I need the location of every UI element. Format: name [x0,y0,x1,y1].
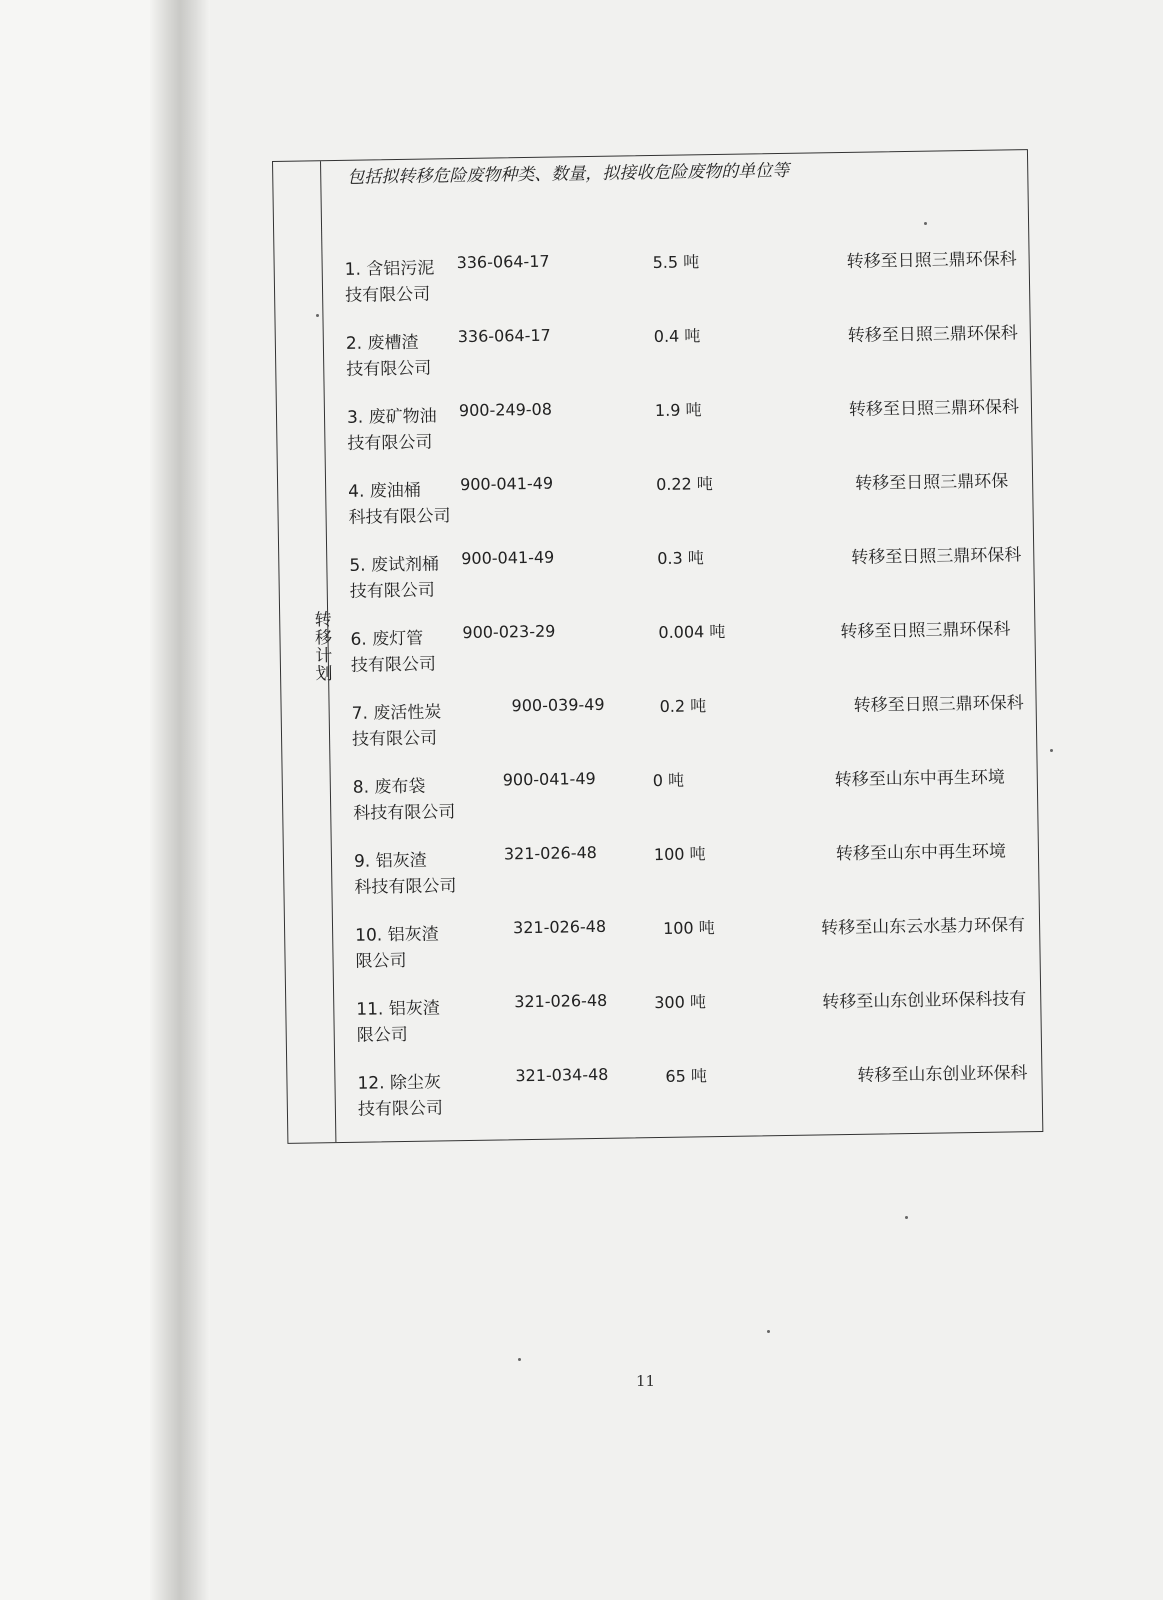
waste-name: 12. 除尘灰 [357,1072,442,1094]
destination: 转移至日照三鼎环保科 [846,249,1017,272]
list-item [351,688,1032,753]
page-number: 11 [636,1372,656,1390]
waste-quantity: 65 吨 [665,1066,708,1086]
destination-continued: 科技有限公司 [353,802,456,824]
waste-name: 4. 废油桶 [348,480,421,502]
waste-code: 900-041-49 [502,768,596,790]
destination-continued: 限公司 [355,950,407,972]
waste-quantity: 1.9 吨 [654,400,702,421]
destination-continued: 技有限公司 [344,284,431,306]
list-item [355,910,1036,975]
waste-name: 5. 废试剂桶 [349,554,440,576]
waste-name: 6. 废灯管 [350,628,424,650]
destination: 转移至山东中再生环境 [835,841,1007,865]
waste-name: 3. 废矿物油 [346,406,437,428]
waste-code: 336-064-17 [457,325,551,347]
side-label: 转移计划 [314,610,333,685]
destination-continued: 技有限公司 [346,358,432,380]
destination: 转移至日照三鼎环保科 [848,397,1020,420]
scan-speck [924,222,927,225]
waste-name: 8. 废布袋 [352,776,426,798]
binding-shadow [150,0,210,1600]
waste-code: 900-041-49 [459,473,554,495]
destination: 转移至日照三鼎环保科 [853,693,1024,716]
destination: 转移至日照三鼎环保科 [851,545,1022,568]
destination: 转移至日照三鼎环保科 [840,619,1011,643]
destination: 转移至日照三鼎环保科 [847,323,1018,346]
waste-code: 900-041-49 [461,547,555,569]
destination: 转移至山东云水基力环保有 [820,915,1026,939]
waste-quantity: 0.2 吨 [659,696,707,716]
waste-name: 2. 废槽渣 [345,332,419,354]
destination: 转移至山东中再生环境 [834,767,1005,791]
waste-name: 9. 铝灰渣 [353,850,427,872]
waste-code: 900-023-29 [462,621,556,643]
waste-code: 321-026-48 [503,842,598,864]
waste-quantity: 100 吨 [662,918,715,938]
scan-speck [316,314,319,317]
scan-speck [1050,749,1053,752]
waste-code: 321-026-48 [514,990,608,1012]
list-item [357,1058,1038,1123]
list-item [347,392,1028,457]
destination-continued: 限公司 [356,1024,408,1046]
destination-continued: 技有限公司 [347,432,433,454]
list-item [350,614,1031,679]
destination: 转移至日照三鼎环保 [854,471,1009,494]
destination: 转移至山东创业环保科技有 [822,989,1027,1013]
waste-quantity: 0.22 吨 [655,474,713,495]
waste-code: 900-039-49 [511,694,605,716]
waste-quantity: 5.5 吨 [652,252,700,273]
destination-continued: 科技有限公司 [354,876,457,898]
waste-quantity: 300 吨 [654,992,707,1013]
waste-name: 11. 铝灰渣 [356,998,440,1020]
destination: 转移至山东创业环保科 [857,1063,1028,1086]
waste-name: 10. 铝灰渣 [355,924,439,946]
list-item [344,244,1025,309]
scan-speck [767,1330,770,1333]
transfer-plan-table [272,149,1043,1144]
waste-quantity: 100 吨 [653,844,706,865]
waste-quantity: 0.004 吨 [658,621,726,642]
list-item [353,762,1034,827]
waste-quantity: 0.3 吨 [657,548,704,568]
list-item [346,318,1027,383]
waste-code: 336-064-17 [456,251,550,273]
destination-continued: 科技有限公司 [348,506,451,528]
waste-code: 900-249-08 [458,399,553,421]
list-item [356,984,1037,1049]
destination-continued: 技有限公司 [350,654,437,676]
destination-continued: 技有限公司 [351,728,438,750]
destination-continued: 技有限公司 [349,580,435,602]
waste-quantity: 0 吨 [652,770,685,791]
scan-speck [905,1216,908,1219]
left-page-margin [0,0,150,1600]
waste-name: 1. 含铝污泥 [344,258,435,280]
list-item [354,836,1035,901]
waste-code: 321-034-48 [515,1064,609,1086]
destination-continued: 技有限公司 [357,1098,444,1120]
waste-quantity: 0.4 吨 [653,326,701,347]
list-item [349,540,1030,605]
waste-name: 7. 废活性炭 [351,702,442,724]
list-item [348,466,1029,531]
waste-code: 321-026-48 [512,916,607,938]
table-header-text: 包括拟转移危险废物种类、数量，拟接收危险废物的单位等 [347,160,790,188]
scan-speck [518,1358,521,1361]
